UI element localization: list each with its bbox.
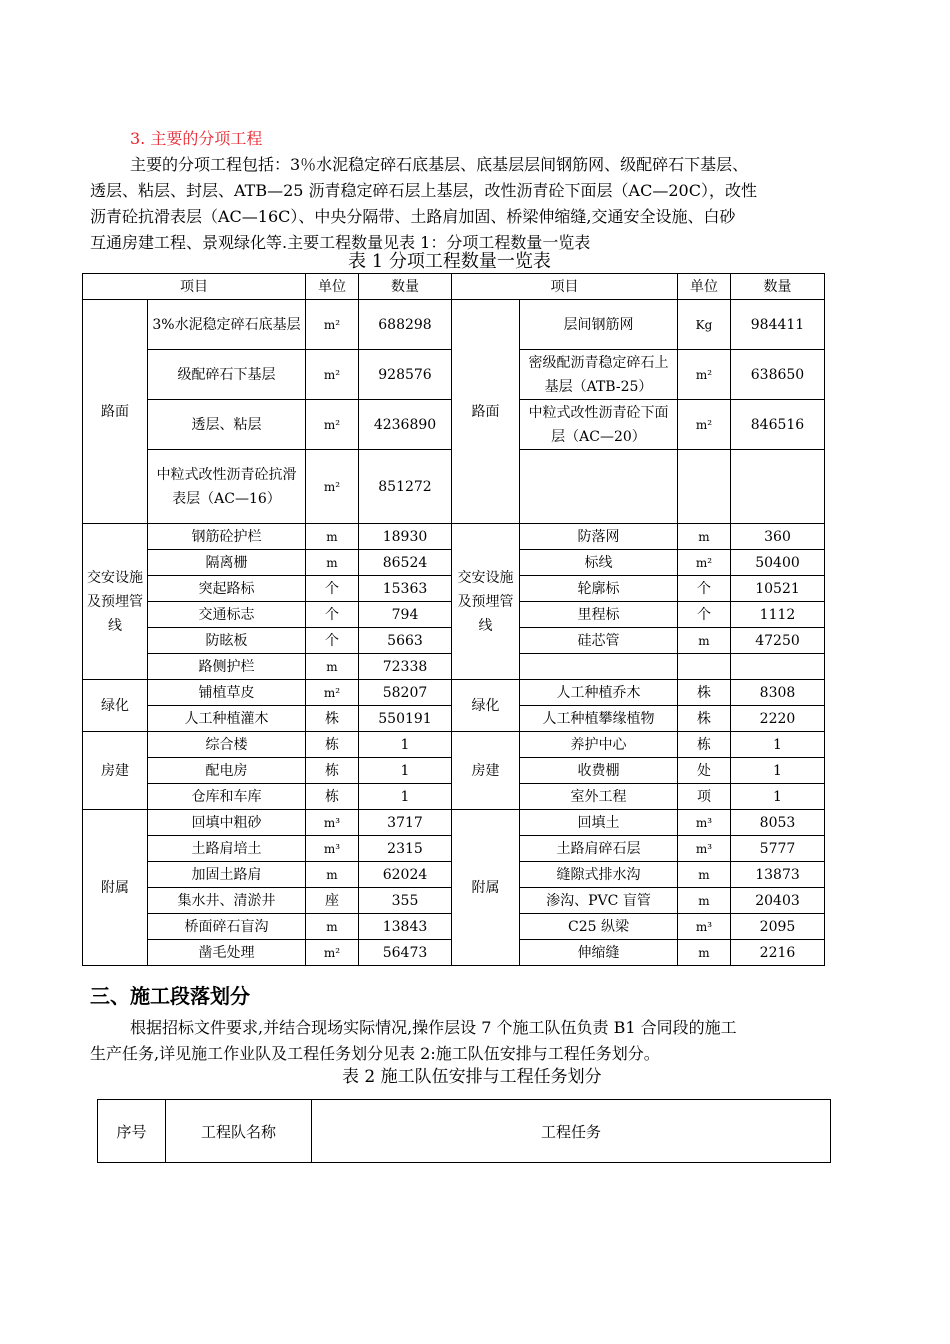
qty-cell: 72338 — [359, 654, 452, 680]
unit-cell: m — [306, 654, 359, 680]
item-cell: 收费棚 — [520, 758, 678, 784]
qty-cell: 10521 — [731, 576, 825, 602]
item-cell: 凿毛处理 — [148, 940, 306, 966]
qty-cell: 4236890 — [359, 400, 452, 450]
intro-line: 透层、粘层、封层、ATB—25 沥青稳定碎石层上基层，改性沥青砼下面层（AC—20C），改性 — [90, 181, 757, 200]
header-cell: 序号 — [98, 1100, 166, 1163]
header-cell: 单位 — [678, 274, 731, 300]
qty-cell: 2216 — [731, 940, 825, 966]
qty-cell: 20403 — [731, 888, 825, 914]
qty-cell: 638650 — [731, 350, 825, 400]
qty-cell: 355 — [359, 888, 452, 914]
qty-cell: 13873 — [731, 862, 825, 888]
unit-cell: m³ — [306, 810, 359, 836]
table-row — [83, 680, 825, 706]
intro-line: 沥青砼抗滑表层（AC—16C）、中央分隔带、土路肩加固、桥梁伸缩缝,交通安全设施、白砂 — [90, 207, 736, 226]
item-cell: 室外工程 — [520, 784, 678, 810]
qty-cell: 3717 — [359, 810, 452, 836]
unit-cell: 株 — [678, 706, 731, 732]
table2-caption: 表 2 施工队伍安排与工程任务划分 — [342, 1067, 602, 1087]
intro-line: 互通房建工程、景观绿化等.主要工程数量见表 1：分项工程数量一览表 — [90, 233, 591, 252]
unit-cell: 处 — [678, 758, 731, 784]
qty-cell: 2315 — [359, 836, 452, 862]
table-header-row — [83, 274, 825, 300]
item-cell: 土路肩培土 — [148, 836, 306, 862]
unit-cell: m² — [678, 550, 731, 576]
qty-cell: 5777 — [731, 836, 825, 862]
unit-cell: 栋 — [306, 784, 359, 810]
unit-cell: m³ — [678, 836, 731, 862]
intro-paragraph — [90, 152, 880, 256]
unit-cell: 栋 — [306, 732, 359, 758]
item-cell: 加固土路肩 — [148, 862, 306, 888]
group-cell: 交安设施及预埋管线 — [83, 524, 148, 680]
unit-cell: m — [678, 628, 731, 654]
unit-cell: m³ — [306, 836, 359, 862]
item-cell: 防眩板 — [148, 628, 306, 654]
item-cell: 突起路标 — [148, 576, 306, 602]
qty-cell: 86524 — [359, 550, 452, 576]
empty-cell — [678, 450, 731, 524]
unit-cell: m² — [678, 350, 731, 400]
qty-cell: 1112 — [731, 602, 825, 628]
item-cell: 里程标 — [520, 602, 678, 628]
header-cell: 项目 — [452, 274, 678, 300]
item-cell: 隔离栅 — [148, 550, 306, 576]
item-cell: 轮廓标 — [520, 576, 678, 602]
section-three-paragraph — [90, 1015, 880, 1067]
group-cell: 绿化 — [83, 680, 148, 732]
group-cell: 房建 — [452, 732, 520, 810]
table1-caption: 表 1 分项工程数量一览表 — [348, 251, 551, 272]
qty-cell: 50400 — [731, 550, 825, 576]
item-cell: 中粒式改性沥青砼抗滑表层（AC—16） — [148, 450, 306, 524]
unit-cell: m² — [306, 680, 359, 706]
qty-cell: 550191 — [359, 706, 452, 732]
item-cell: 缝隙式排水沟 — [520, 862, 678, 888]
item-cell: 铺植草皮 — [148, 680, 306, 706]
header-cell: 项目 — [83, 274, 306, 300]
qty-cell: 15363 — [359, 576, 452, 602]
item-cell: 密级配沥青稳定碎石上基层（ATB-25） — [520, 350, 678, 400]
item-cell: 仓库和车库 — [148, 784, 306, 810]
group-cell: 附属 — [452, 810, 520, 966]
group-cell: 附属 — [83, 810, 148, 966]
empty-cell — [678, 654, 731, 680]
qty-cell: 62024 — [359, 862, 452, 888]
qty-cell: 56473 — [359, 940, 452, 966]
item-cell: 人工种植灌木 — [148, 706, 306, 732]
unit-cell: m³ — [678, 810, 731, 836]
qty-cell: 1 — [731, 784, 825, 810]
unit-cell: m² — [306, 940, 359, 966]
item-cell: 养护中心 — [520, 732, 678, 758]
qty-cell: 8308 — [731, 680, 825, 706]
item-cell: 标线 — [520, 550, 678, 576]
unit-cell: m² — [306, 400, 359, 450]
qty-cell: 1 — [359, 784, 452, 810]
unit-cell: m — [678, 888, 731, 914]
item-cell: 渗沟、PVC 盲管 — [520, 888, 678, 914]
item-cell: 硅芯管 — [520, 628, 678, 654]
table-row — [83, 732, 825, 758]
group-cell: 房建 — [83, 732, 148, 810]
item-cell: 级配碎石下基层 — [148, 350, 306, 400]
qty-cell: 47250 — [731, 628, 825, 654]
qty-cell: 360 — [731, 524, 825, 550]
unit-cell: m³ — [678, 914, 731, 940]
unit-cell: 株 — [306, 706, 359, 732]
unit-cell: m — [306, 524, 359, 550]
empty-cell — [520, 654, 678, 680]
empty-cell — [731, 450, 825, 524]
table2-header-row — [98, 1100, 831, 1163]
item-cell: C25 纵梁 — [520, 914, 678, 940]
table-row — [83, 810, 825, 836]
unit-cell: 个 — [678, 576, 731, 602]
section-three-line: 生产任务,详见施工作业队及工程任务划分见表 2:施工队伍安排与工程任务划分。 — [90, 1044, 660, 1063]
qty-cell: 1 — [731, 758, 825, 784]
table-row — [83, 300, 825, 350]
empty-cell — [731, 654, 825, 680]
unit-cell: 株 — [678, 680, 731, 706]
item-cell: 钢筋砼护栏 — [148, 524, 306, 550]
qty-cell: 13843 — [359, 914, 452, 940]
table2 — [97, 1099, 831, 1163]
item-cell: 配电房 — [148, 758, 306, 784]
group-cell: 交安设施及预埋管线 — [452, 524, 520, 680]
qty-cell: 2220 — [731, 706, 825, 732]
qty-cell: 846516 — [731, 400, 825, 450]
item-cell: 透层、粘层 — [148, 400, 306, 450]
table-row — [83, 524, 825, 550]
header-cell: 工程队名称 — [166, 1100, 312, 1163]
qty-cell: 5663 — [359, 628, 452, 654]
item-cell: 人工种植攀缘植物 — [520, 706, 678, 732]
item-cell: 伸缩缝 — [520, 940, 678, 966]
qty-cell: 1 — [731, 732, 825, 758]
group-cell: 路面 — [452, 300, 520, 524]
header-cell: 数量 — [731, 274, 825, 300]
empty-cell — [520, 450, 678, 524]
unit-cell: Kg — [678, 300, 731, 350]
header-cell: 单位 — [306, 274, 359, 300]
unit-cell: 项 — [678, 784, 731, 810]
item-cell: 层间钢筋网 — [520, 300, 678, 350]
unit-cell: m² — [678, 400, 731, 450]
group-cell: 路面 — [83, 300, 148, 524]
item-cell: 交通标志 — [148, 602, 306, 628]
unit-cell: 个 — [306, 602, 359, 628]
item-cell: 回填中粗砂 — [148, 810, 306, 836]
item-cell: 防落网 — [520, 524, 678, 550]
qty-cell: 851272 — [359, 450, 452, 524]
section-3-heading: 3. 主要的分项工程 — [130, 129, 263, 148]
header-cell: 工程任务 — [312, 1100, 831, 1163]
section-three-line: 根据招标文件要求,并结合现场实际情况,操作层设 7 个施工队伍负责 B1 合同段的施工 — [130, 1018, 737, 1037]
item-cell: 集水井、清淤井 — [148, 888, 306, 914]
unit-cell: 座 — [306, 888, 359, 914]
qty-cell: 8053 — [731, 810, 825, 836]
qty-cell: 928576 — [359, 350, 452, 400]
item-cell: 土路肩碎石层 — [520, 836, 678, 862]
qty-cell: 1 — [359, 758, 452, 784]
unit-cell: m — [678, 524, 731, 550]
unit-cell: m² — [306, 300, 359, 350]
item-cell: 桥面碎石盲沟 — [148, 914, 306, 940]
qty-cell: 794 — [359, 602, 452, 628]
section-heading: 三、施工段落划分 — [90, 984, 250, 1008]
item-cell: 中粒式改性沥青砼下面层（AC—20） — [520, 400, 678, 450]
qty-cell: 2095 — [731, 914, 825, 940]
item-cell: 回填土 — [520, 810, 678, 836]
unit-cell: m² — [306, 450, 359, 524]
qty-cell: 1 — [359, 732, 452, 758]
unit-cell: m — [678, 940, 731, 966]
group-cell: 绿化 — [452, 680, 520, 732]
unit-cell: m — [306, 550, 359, 576]
unit-cell: 栋 — [678, 732, 731, 758]
header-cell: 数量 — [359, 274, 452, 300]
qty-cell: 984411 — [731, 300, 825, 350]
unit-cell: 个 — [306, 628, 359, 654]
qty-cell: 688298 — [359, 300, 452, 350]
unit-cell: 个 — [306, 576, 359, 602]
qty-cell: 18930 — [359, 524, 452, 550]
unit-cell: 栋 — [306, 758, 359, 784]
unit-cell: m — [306, 914, 359, 940]
unit-cell: 个 — [678, 602, 731, 628]
table1 — [82, 273, 825, 966]
item-cell: 综合楼 — [148, 732, 306, 758]
item-cell: 路侧护栏 — [148, 654, 306, 680]
unit-cell: m² — [306, 350, 359, 400]
item-cell: 3%水泥稳定碎石底基层 — [148, 300, 306, 350]
unit-cell: m — [306, 862, 359, 888]
unit-cell: m — [678, 862, 731, 888]
item-cell: 人工种植乔木 — [520, 680, 678, 706]
intro-line: 主要的分项工程包括：3％水泥稳定碎石底基层、底基层层间钢筋网、级配碎石下基层、 — [130, 155, 749, 174]
qty-cell: 58207 — [359, 680, 452, 706]
